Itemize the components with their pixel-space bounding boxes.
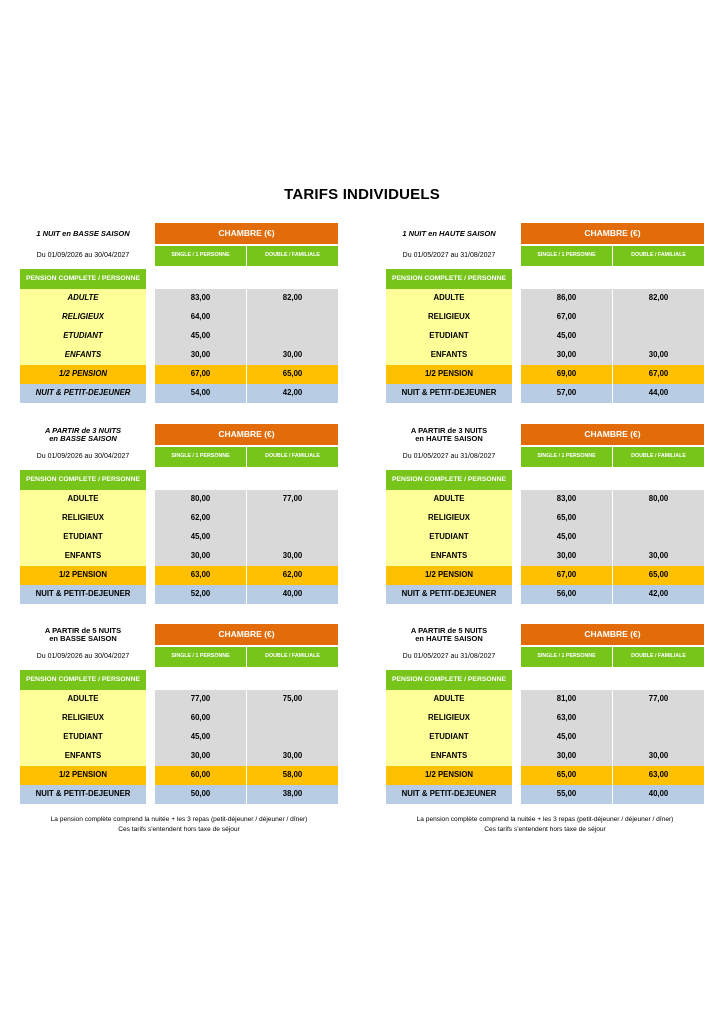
value-etudiant-double [247, 528, 338, 547]
value-religieux-single: 63,00 [521, 709, 612, 728]
value-enfants-single: 30,00 [155, 346, 246, 365]
value-enfants-single: 30,00 [521, 547, 612, 566]
season-title: A PARTIR de 5 NUITS en BASSE SAISON [44, 625, 122, 643]
footnote-right [386, 815, 704, 835]
value-religieux-double [247, 509, 338, 528]
value-adulte-single: 81,00 [521, 690, 612, 709]
value-etudiant-double [247, 728, 338, 747]
double-header: DOUBLE / FAMILIALE [613, 246, 704, 266]
row-label-religieux: RELIGIEUX [20, 308, 146, 327]
value-enfants-single: 30,00 [155, 747, 246, 766]
single-header: SINGLE / 1 PERSONNE [521, 647, 612, 667]
row-label-religieux: RELIGIEUX [386, 308, 512, 327]
tariff-block-1-nuit-basse [20, 223, 338, 403]
value-religieux-double [247, 308, 338, 327]
value-etudiant-single: 45,00 [521, 728, 612, 747]
value-adulte-single: 83,00 [155, 289, 246, 308]
single-header: SINGLE / 1 PERSONNE [521, 447, 612, 467]
value-demi-pension-double: 67,00 [613, 365, 704, 384]
row-label-adulte: ADULTE [20, 690, 146, 709]
value-nuit-single: 57,00 [521, 384, 612, 403]
value-adulte-double: 77,00 [247, 490, 338, 509]
value-nuit-single: 52,00 [155, 585, 246, 604]
value-nuit-double: 44,00 [613, 384, 704, 403]
season-title: 1 NUIT en HAUTE SAISON [402, 228, 496, 238]
value-adulte-single: 86,00 [521, 289, 612, 308]
value-adulte-double: 77,00 [613, 690, 704, 709]
single-header: SINGLE / 1 PERSONNE [521, 246, 612, 266]
tariff-block-1-nuit-haute [386, 223, 704, 403]
date-range: Du 01/05/2027 au 31/08/2027 [402, 453, 496, 461]
double-header: DOUBLE / FAMILIALE [247, 447, 338, 467]
row-label-demi-pension: 1/2 PENSION [386, 365, 512, 384]
tariff-block-5-nuits-basse [20, 624, 338, 804]
date-range: Du 01/05/2027 au 31/08/2027 [402, 252, 496, 260]
page-title: TARIFS INDIVIDUELS [284, 186, 440, 203]
row-label-adulte: ADULTE [386, 690, 512, 709]
value-enfants-double: 30,00 [613, 747, 704, 766]
value-nuit-single: 54,00 [155, 384, 246, 403]
row-label-etudiant: ETUDIANT [386, 327, 512, 346]
value-demi-pension-single: 63,00 [155, 566, 246, 585]
pension-complete-header: PENSION COMPLETE / PERSONNE [386, 470, 512, 490]
value-enfants-double: 30,00 [247, 346, 338, 365]
row-label-etudiant: ETUDIANT [20, 327, 146, 346]
row-label-demi-pension: 1/2 PENSION [386, 566, 512, 585]
footnote-taxe-line: Ces tarifs s'entendent hors taxe de séjour [484, 826, 606, 833]
row-label-enfants: ENFANTS [20, 346, 146, 365]
tariff-block-5-nuits-haute [386, 624, 704, 804]
value-religieux-single: 65,00 [521, 509, 612, 528]
date-range: Du 01/09/2026 au 30/04/2027 [36, 453, 130, 461]
row-label-religieux: RELIGIEUX [20, 509, 146, 528]
value-etudiant-double [247, 327, 338, 346]
value-nuit-single: 55,00 [521, 785, 612, 804]
single-header: SINGLE / 1 PERSONNE [155, 246, 246, 266]
value-religieux-double [613, 509, 704, 528]
value-demi-pension-single: 67,00 [155, 365, 246, 384]
value-demi-pension-single: 65,00 [521, 766, 612, 785]
value-religieux-single: 67,00 [521, 308, 612, 327]
value-nuit-double: 38,00 [247, 785, 338, 804]
single-header: SINGLE / 1 PERSONNE [155, 447, 246, 467]
row-label-enfants: ENFANTS [386, 747, 512, 766]
tariff-block-3-nuits-haute [386, 424, 704, 604]
row-label-religieux: RELIGIEUX [386, 509, 512, 528]
row-label-enfants: ENFANTS [386, 346, 512, 365]
chambre-header: CHAMBRE (€) [521, 223, 704, 244]
date-range: Du 01/05/2027 au 31/08/2027 [402, 653, 496, 661]
value-demi-pension-single: 69,00 [521, 365, 612, 384]
row-label-demi-pension: 1/2 PENSION [386, 766, 512, 785]
value-enfants-double: 30,00 [613, 547, 704, 566]
season-title: A PARTIR de 3 NUITS en HAUTE SAISON [410, 425, 488, 443]
row-label-demi-pension: 1/2 PENSION [20, 566, 146, 585]
season-title: 1 NUIT en BASSE SAISON [36, 228, 130, 238]
chambre-header: CHAMBRE (€) [155, 424, 338, 445]
value-demi-pension-double: 63,00 [613, 766, 704, 785]
value-enfants-single: 30,00 [521, 346, 612, 365]
row-label-demi-pension: 1/2 PENSION [20, 365, 146, 384]
value-etudiant-single: 45,00 [521, 528, 612, 547]
value-religieux-single: 62,00 [155, 509, 246, 528]
pension-complete-header: PENSION COMPLETE / PERSONNE [20, 670, 146, 690]
footnote-taxe-line: Ces tarifs s'entendent hors taxe de séjour [118, 826, 240, 833]
value-nuit-single: 56,00 [521, 585, 612, 604]
chambre-header: CHAMBRE (€) [155, 624, 338, 645]
row-label-adulte: ADULTE [20, 289, 146, 308]
value-nuit-double: 40,00 [613, 785, 704, 804]
row-label-nuit-petit-dejeuner: NUIT & PETIT-DEJEUNER [386, 384, 512, 403]
chambre-header: CHAMBRE (€) [521, 424, 704, 445]
value-religieux-single: 60,00 [155, 709, 246, 728]
value-enfants-double: 30,00 [247, 547, 338, 566]
value-nuit-double: 42,00 [247, 384, 338, 403]
value-etudiant-double [613, 327, 704, 346]
double-header: DOUBLE / FAMILIALE [247, 647, 338, 667]
value-adulte-single: 77,00 [155, 690, 246, 709]
double-header: DOUBLE / FAMILIALE [247, 246, 338, 266]
value-demi-pension-double: 62,00 [247, 566, 338, 585]
value-enfants-double: 30,00 [613, 346, 704, 365]
value-adulte-double: 82,00 [247, 289, 338, 308]
value-etudiant-single: 45,00 [521, 327, 612, 346]
value-demi-pension-single: 67,00 [521, 566, 612, 585]
single-header: SINGLE / 1 PERSONNE [155, 647, 246, 667]
value-demi-pension-double: 58,00 [247, 766, 338, 785]
row-label-religieux: RELIGIEUX [20, 709, 146, 728]
row-label-adulte: ADULTE [386, 490, 512, 509]
row-label-nuit-petit-dejeuner: NUIT & PETIT-DEJEUNER [386, 585, 512, 604]
value-etudiant-single: 45,00 [155, 728, 246, 747]
row-label-nuit-petit-dejeuner: NUIT & PETIT-DEJEUNER [20, 785, 146, 804]
value-religieux-single: 64,00 [155, 308, 246, 327]
pension-complete-header: PENSION COMPLETE / PERSONNE [386, 670, 512, 690]
pension-complete-header: PENSION COMPLETE / PERSONNE [20, 470, 146, 490]
value-demi-pension-double: 65,00 [613, 566, 704, 585]
row-label-demi-pension: 1/2 PENSION [20, 766, 146, 785]
date-range: Du 01/09/2026 au 30/04/2027 [36, 252, 130, 260]
row-label-enfants: ENFANTS [386, 547, 512, 566]
value-enfants-single: 30,00 [155, 547, 246, 566]
pension-complete-header: PENSION COMPLETE / PERSONNE [386, 269, 512, 289]
footnote-pension-line: La pension complète comprend la nuitée + les 3 repas (petit-déjeuner / déjeuner / dîner) [416, 816, 674, 823]
row-label-etudiant: ETUDIANT [20, 728, 146, 747]
value-adulte-double: 82,00 [613, 289, 704, 308]
chambre-header: CHAMBRE (€) [155, 223, 338, 244]
value-etudiant-double [613, 728, 704, 747]
row-label-nuit-petit-dejeuner: NUIT & PETIT-DEJEUNER [386, 785, 512, 804]
value-adulte-single: 83,00 [521, 490, 612, 509]
value-etudiant-single: 45,00 [155, 327, 246, 346]
row-label-nuit-petit-dejeuner: NUIT & PETIT-DEJEUNER [20, 585, 146, 604]
season-title: A PARTIR de 5 NUITS en HAUTE SAISON [410, 625, 488, 643]
row-label-enfants: ENFANTS [20, 547, 146, 566]
value-adulte-double: 75,00 [247, 690, 338, 709]
season-title: A PARTIR de 3 NUITS en BASSE SAISON [44, 425, 122, 443]
pension-complete-header: PENSION COMPLETE / PERSONNE [20, 269, 146, 289]
row-label-religieux: RELIGIEUX [386, 709, 512, 728]
row-label-adulte: ADULTE [386, 289, 512, 308]
value-adulte-double: 80,00 [613, 490, 704, 509]
value-religieux-double [613, 709, 704, 728]
row-label-nuit-petit-dejeuner: NUIT & PETIT-DEJEUNER [20, 384, 146, 403]
row-label-adulte: ADULTE [20, 490, 146, 509]
value-adulte-single: 80,00 [155, 490, 246, 509]
value-religieux-double [247, 709, 338, 728]
double-header: DOUBLE / FAMILIALE [613, 447, 704, 467]
value-enfants-double: 30,00 [247, 747, 338, 766]
tariff-block-3-nuits-basse [20, 424, 338, 604]
value-demi-pension-double: 65,00 [247, 365, 338, 384]
row-label-etudiant: ETUDIANT [386, 728, 512, 747]
value-enfants-single: 30,00 [521, 747, 612, 766]
date-range: Du 01/09/2026 au 30/04/2027 [36, 653, 130, 661]
footnote-pension-line: La pension complète comprend la nuitée + les 3 repas (petit-déjeuner / déjeuner / dîner) [50, 816, 308, 823]
chambre-header: CHAMBRE (€) [521, 624, 704, 645]
value-demi-pension-single: 60,00 [155, 766, 246, 785]
footnote-left [20, 815, 338, 835]
value-religieux-double [613, 308, 704, 327]
row-label-etudiant: ETUDIANT [20, 528, 146, 547]
value-etudiant-double [613, 528, 704, 547]
double-header: DOUBLE / FAMILIALE [613, 647, 704, 667]
value-nuit-double: 40,00 [247, 585, 338, 604]
value-nuit-double: 42,00 [613, 585, 704, 604]
value-nuit-single: 50,00 [155, 785, 246, 804]
value-etudiant-single: 45,00 [155, 528, 246, 547]
row-label-enfants: ENFANTS [20, 747, 146, 766]
row-label-etudiant: ETUDIANT [386, 528, 512, 547]
